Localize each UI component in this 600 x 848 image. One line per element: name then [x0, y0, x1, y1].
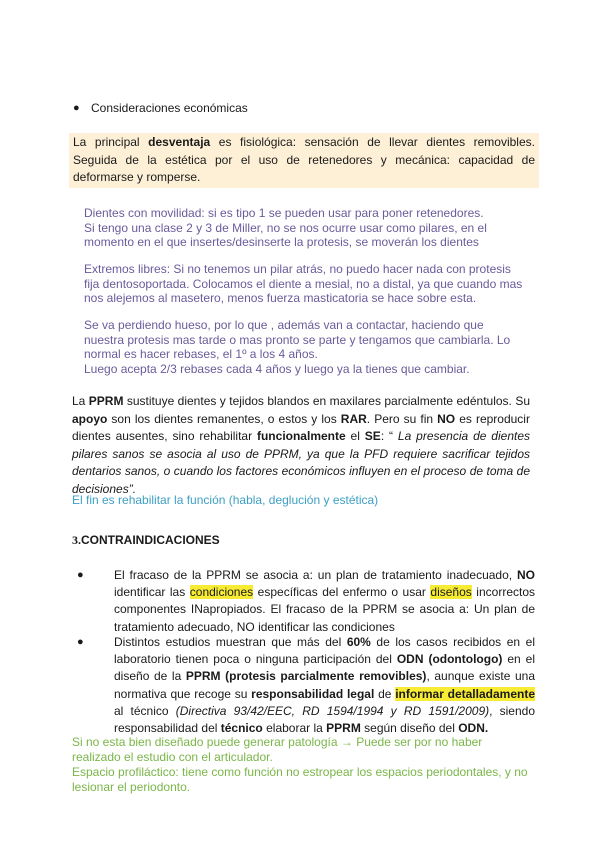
text: elaborar la — [262, 721, 327, 736]
bold-text: PPRM — [88, 394, 124, 408]
text: al técnico — [114, 703, 176, 718]
bold-text: PPRM — [326, 721, 361, 736]
bold-text: SE — [364, 429, 381, 443]
note-line: Extremos libres: Si no tenemos un pilar atrás, no puedo hacer nada con protesis fija dentosoportada. Colocamos el diente a mesial, no a distal, ya que cuando mas nos alejemos al masetero, menos fuerza masticatoria se hace sobre esta. — [84, 262, 523, 305]
bullet-dot: ● — [77, 569, 84, 581]
text: . Pero su fin — [366, 411, 438, 426]
note-line: Se va perdiendo hueso, por lo que , además van a contactar, haciendo que nuestra protesis mas tarde o mas pronto se parte y tengamos que cambiarla. Lo normal es hacer rebases, el 1º a los 4 años. — [84, 318, 511, 361]
text: el — [345, 429, 365, 443]
text: La — [72, 394, 89, 408]
text: son los dientes remanentes, o estos y los — [107, 411, 341, 426]
highlighted-paragraph — [69, 133, 539, 188]
bold-text: desventaja — [148, 135, 211, 149]
bold-text: 60% — [346, 635, 371, 649]
heading-number: 3. — [72, 533, 81, 547]
green-notes — [72, 735, 532, 795]
text: de — [374, 686, 396, 701]
quote-text: La presencia de dientes pilares sanos se asocia al uso de PPRM, ya que la PFD requiere sacrificar tejidos dentarios sanos, o cuando los factores económicos influyen en el proceso de toma de decisiones”. — [72, 429, 530, 496]
heading-text: CONTRAINDICACIONES — [81, 533, 220, 547]
note-extremos-libres — [84, 262, 524, 306]
list-item-text — [114, 567, 535, 636]
bullet-dot: ● — [77, 636, 84, 648]
bold-text: PPRM (protesis parcialmente removibles) — [185, 669, 427, 684]
text: identificar las — [114, 585, 190, 600]
text: según diseño del — [360, 721, 459, 736]
text: de los casos recibidos en el laboratorio tienen poca o ninguna participación del — [114, 635, 535, 667]
bold-text: técnico — [220, 721, 263, 736]
text: El fracaso de la PPRM se asocia a: un plan de tratamiento inadecuado, — [114, 568, 517, 582]
bold-text: RAR — [340, 411, 367, 426]
list-item-text — [114, 634, 535, 737]
text: , siendo responsabilidad del — [114, 703, 536, 736]
highlighted-text: informar detalladamente — [395, 686, 535, 701]
italic-text: (Directiva 93/42/EEC, RD 1594/1994 y RD 1591/2009) — [175, 703, 490, 718]
note-line: Si no esta bien diseñado puede generar patología → Puede ser por no haber realizado el estudio con el articulador. — [72, 735, 483, 764]
bold-text: ODN. — [458, 721, 489, 736]
note-hueso — [84, 318, 524, 376]
bold-text: funcionalmente — [256, 429, 346, 443]
note-line: Dientes con movilidad: si es tipo 1 se pueden usar para poner retenedores. — [84, 206, 484, 220]
fin-note: El fin es rehabilitar la función (habla, deglución y estética) — [72, 493, 379, 507]
text: es fisiológica: sensación de llevar dientes removibles. Seguida de la estética por el uso de retenedores y mecánica: capacidad de deformarse y romperse. — [73, 135, 535, 184]
bold-text: ODN (odontologo) — [396, 652, 503, 667]
section-heading — [72, 533, 220, 548]
text: La principal — [73, 135, 149, 149]
note-movilidad — [84, 206, 524, 250]
pprm-paragraph — [72, 393, 530, 498]
note-line: Luego acepta 2/3 rebases cada 4 años y luego ya la tienes que cambiar. — [84, 361, 470, 376]
note-line: Si tengo una clase 2 y 3 de Miller, no se nos ocurre usar como pilares, en el momento en el que insertes/desinserte la protesis, se moverán los dientes — [84, 220, 487, 249]
text: Distintos estudios muestran que más del — [114, 635, 347, 649]
highlighted-text: diseños — [430, 585, 472, 600]
text: , aunque existe una normativa que recoge su — [114, 669, 535, 701]
bullet-text: Consideraciones económicas — [91, 101, 248, 115]
text: es reproducir dientes ausentes, sino rehabilitar — [72, 411, 530, 443]
text: : “ — [380, 429, 398, 443]
bold-text: apoyo — [72, 411, 108, 426]
bold-text: responsabilidad legal — [251, 686, 375, 701]
bullet-economicas — [73, 100, 248, 117]
text: sustituye dientes y tejidos blandos en maxilares parcialmente edéntulos. Su — [123, 394, 530, 408]
text: específicas del enfermo o usar — [253, 585, 431, 600]
text: en el diseño de la — [114, 652, 535, 684]
text: incorrectos componentes INapropiados. El fracaso de la PPRM se asocia a: Un plan de tratamiento adecuado, NO identificar las condiciones — [114, 585, 535, 634]
bold-text: NO — [437, 411, 456, 426]
highlighted-text: condiciones — [189, 585, 254, 600]
bullet-dot: ● — [73, 102, 80, 114]
bold-text: NO — [517, 568, 535, 582]
note-line: Espacio profiláctico: tiene como función no estropear los espacios periodontales, y no lesionar el periodonto. — [72, 765, 528, 794]
